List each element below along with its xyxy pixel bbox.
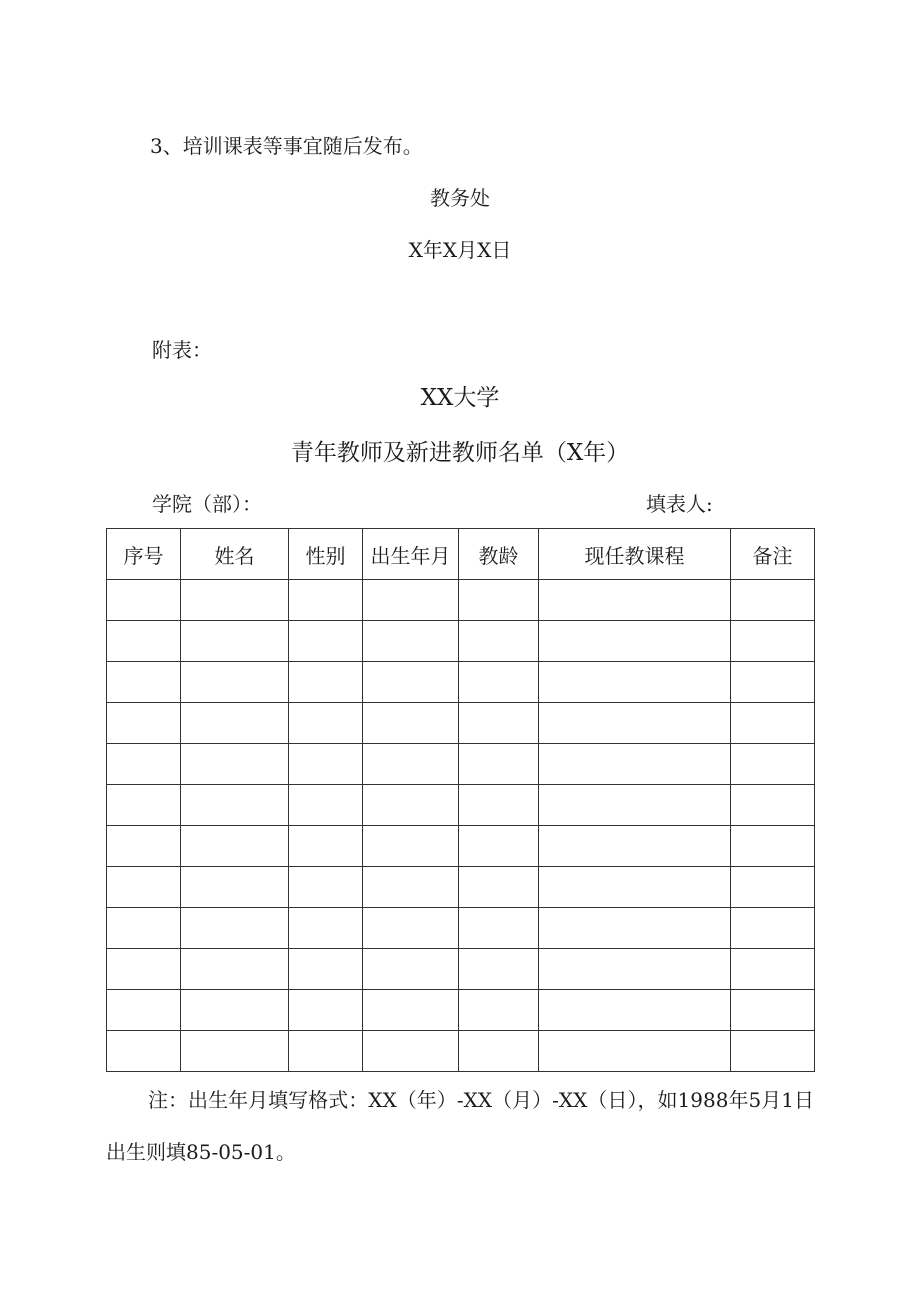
- table-cell[interactable]: [107, 662, 181, 703]
- table-cell[interactable]: [181, 1031, 289, 1072]
- table-row: [107, 867, 815, 908]
- table-cell[interactable]: [363, 580, 459, 621]
- table-body: [107, 580, 815, 1072]
- table-cell[interactable]: [181, 908, 289, 949]
- table-cell[interactable]: [107, 1031, 181, 1072]
- table-cell[interactable]: [731, 867, 815, 908]
- table-cell[interactable]: [459, 785, 539, 826]
- table-cell[interactable]: [459, 949, 539, 990]
- table-row: [107, 1031, 815, 1072]
- table-cell[interactable]: [363, 785, 459, 826]
- table-cell[interactable]: [363, 703, 459, 744]
- table-cell[interactable]: [731, 785, 815, 826]
- table-cell[interactable]: [289, 703, 363, 744]
- table-cell[interactable]: [539, 703, 731, 744]
- table-cell[interactable]: [363, 908, 459, 949]
- table-cell[interactable]: [731, 580, 815, 621]
- table-cell[interactable]: [289, 908, 363, 949]
- column-header-name: 姓名: [181, 529, 289, 580]
- table-cell[interactable]: [289, 785, 363, 826]
- table-row: [107, 908, 815, 949]
- column-header-current-courses: 现任教课程: [539, 529, 731, 580]
- column-header-teaching-years: 教龄: [459, 529, 539, 580]
- table-cell[interactable]: [539, 990, 731, 1031]
- table-cell[interactable]: [289, 662, 363, 703]
- table-cell[interactable]: [731, 908, 815, 949]
- table-cell[interactable]: [539, 826, 731, 867]
- notice-date: X年X月X日: [408, 238, 512, 262]
- table-cell[interactable]: [539, 908, 731, 949]
- table-cell[interactable]: [363, 744, 459, 785]
- table-cell[interactable]: [289, 949, 363, 990]
- table-cell[interactable]: [363, 1031, 459, 1072]
- table-cell[interactable]: [731, 744, 815, 785]
- table-row: [107, 785, 815, 826]
- table-cell[interactable]: [459, 826, 539, 867]
- table-cell[interactable]: [289, 744, 363, 785]
- table-cell[interactable]: [107, 949, 181, 990]
- table-cell[interactable]: [539, 662, 731, 703]
- table-cell[interactable]: [539, 1031, 731, 1072]
- filler-label: 填表人:: [646, 492, 713, 516]
- table-cell[interactable]: [289, 621, 363, 662]
- table-cell[interactable]: [539, 785, 731, 826]
- table-row: [107, 621, 815, 662]
- table-cell[interactable]: [107, 744, 181, 785]
- table-cell[interactable]: [107, 785, 181, 826]
- table-cell[interactable]: [731, 949, 815, 990]
- table-cell[interactable]: [107, 826, 181, 867]
- table-cell[interactable]: [459, 744, 539, 785]
- table-cell[interactable]: [289, 1031, 363, 1072]
- footnote: 注：出生年月填写格式：XX（年）-XX（月）-XX（日），如1988年5月1日出生则填85-05-01。: [106, 1088, 814, 1164]
- table-header-row: [107, 529, 815, 580]
- table-cell[interactable]: [289, 826, 363, 867]
- table-cell[interactable]: [731, 662, 815, 703]
- attachment-label: 附表：: [152, 338, 212, 362]
- table-cell[interactable]: [181, 744, 289, 785]
- table-cell[interactable]: [539, 949, 731, 990]
- table-cell[interactable]: [107, 621, 181, 662]
- form-title: 青年教师及新进教师名单（X年）: [290, 440, 630, 466]
- table-cell[interactable]: [731, 621, 815, 662]
- table-cell[interactable]: [459, 908, 539, 949]
- table-cell[interactable]: [181, 785, 289, 826]
- table-cell[interactable]: [459, 580, 539, 621]
- table-row: [107, 744, 815, 785]
- table-cell[interactable]: [459, 1031, 539, 1072]
- table-cell[interactable]: [459, 621, 539, 662]
- table-cell[interactable]: [289, 867, 363, 908]
- table-cell[interactable]: [731, 703, 815, 744]
- table-cell[interactable]: [107, 990, 181, 1031]
- table-cell[interactable]: [539, 621, 731, 662]
- signer-department: 教务处: [430, 186, 490, 210]
- table-cell[interactable]: [363, 949, 459, 990]
- table-cell[interactable]: [459, 990, 539, 1031]
- table-cell[interactable]: [363, 867, 459, 908]
- table-cell[interactable]: [731, 1031, 815, 1072]
- table-row: [107, 703, 815, 744]
- table-cell[interactable]: [363, 621, 459, 662]
- teacher-roster-table: [106, 528, 815, 1072]
- column-header-remarks: 备注: [731, 529, 815, 580]
- table-cell[interactable]: [181, 662, 289, 703]
- table-cell[interactable]: [107, 703, 181, 744]
- college-label: 学院（部）：: [152, 492, 262, 516]
- table-cell[interactable]: [539, 744, 731, 785]
- column-header-gender: 性别: [289, 529, 363, 580]
- university-title: XX大学: [420, 385, 500, 411]
- table-cell[interactable]: [289, 580, 363, 621]
- table-cell[interactable]: [181, 949, 289, 990]
- column-header-birth-date: 出生年月: [363, 529, 459, 580]
- table-row: [107, 580, 815, 621]
- table-cell[interactable]: [731, 826, 815, 867]
- table-row: [107, 826, 815, 867]
- table-cell[interactable]: [107, 580, 181, 621]
- notice-item-3: 3、培训课表等事宜随后发布。: [150, 134, 423, 158]
- table-cell[interactable]: [107, 867, 181, 908]
- table-row: [107, 662, 815, 703]
- table-cell[interactable]: [289, 990, 363, 1031]
- table-cell[interactable]: [459, 662, 539, 703]
- table-row: [107, 990, 815, 1031]
- table-cell[interactable]: [181, 580, 289, 621]
- table-cell[interactable]: [459, 867, 539, 908]
- table-cell[interactable]: [539, 867, 731, 908]
- table-row: [107, 949, 815, 990]
- table-cell[interactable]: [363, 826, 459, 867]
- table-cell[interactable]: [181, 621, 289, 662]
- table-cell[interactable]: [107, 908, 181, 949]
- column-header-serial-number: 序号: [107, 529, 181, 580]
- table-cell[interactable]: [363, 990, 459, 1031]
- table-cell[interactable]: [731, 990, 815, 1031]
- table-cell[interactable]: [181, 990, 289, 1031]
- table-cell[interactable]: [181, 703, 289, 744]
- table-cell[interactable]: [181, 826, 289, 867]
- table-cell[interactable]: [459, 703, 539, 744]
- table-cell[interactable]: [363, 662, 459, 703]
- table-cell[interactable]: [539, 580, 731, 621]
- table-cell[interactable]: [181, 867, 289, 908]
